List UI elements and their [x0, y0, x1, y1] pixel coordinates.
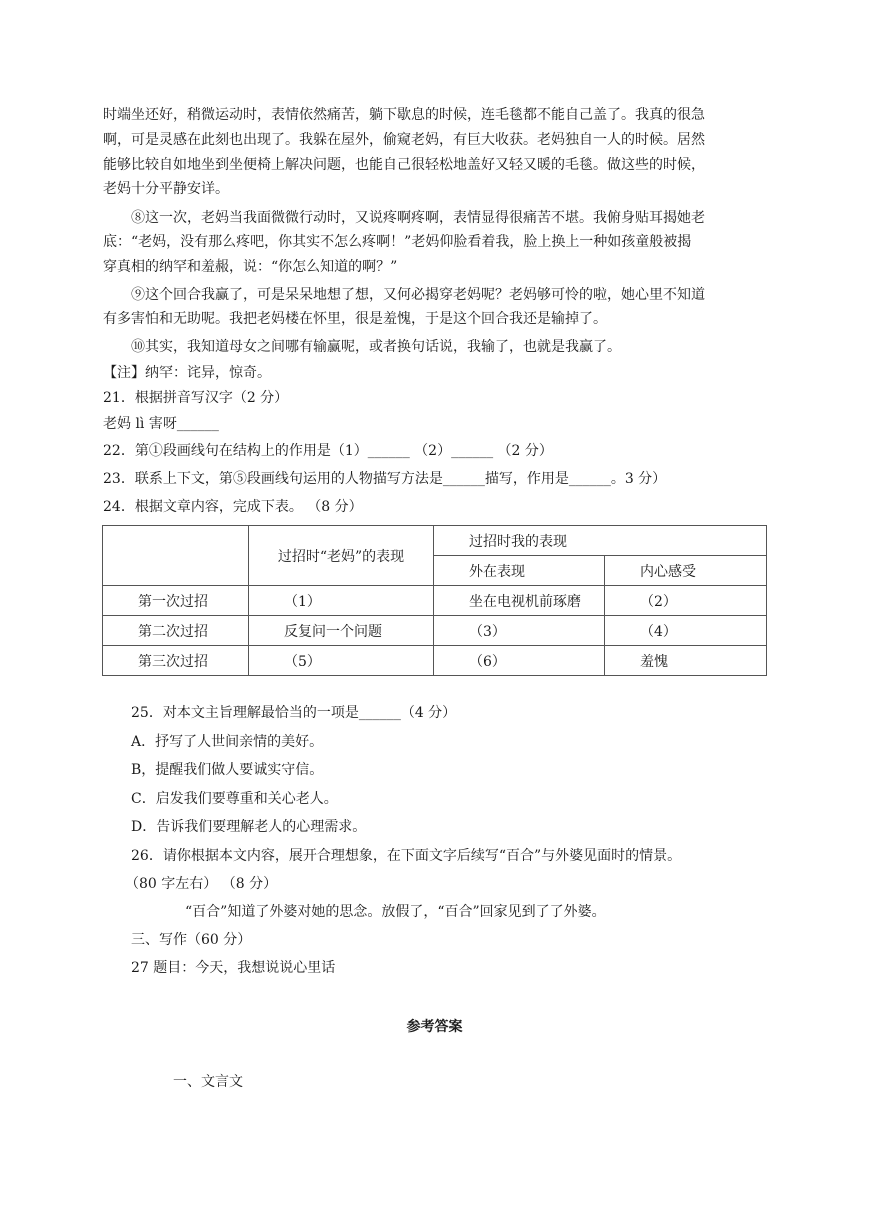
cell-mother: （1）: [249, 586, 434, 616]
cell-inner: 羞愧: [605, 646, 767, 676]
text-line: ⑨这个回合我赢了，可是呆呆地想了想，又何必揭穿老妈呢？老妈够可怜的啦，她心里不知道: [131, 287, 705, 303]
question-22: 22．第①段画线句在结构上的作用是（1）______ （2）______ （2 分）: [103, 443, 553, 459]
text-line: 底：“老妈，没有那么疼吧，你其实不怎么疼啊！”老妈仰脸看着我，脸上换上一种如孩童般被揭: [103, 234, 692, 250]
text-line: 时端坐还好，稍微运动时，表情依然痛苦，躺下歇息的时候，连毛毯都不能自己盖了。我真的很急: [103, 107, 705, 123]
row-label: 第一次过招: [103, 586, 249, 616]
question-25: 25．对本文主旨理解最恰当的一项是______（4 分）: [131, 705, 457, 721]
text-line: 能够比较自如地坐到坐便椅上解决问题，也能自己很轻松地盖好又轻又暖的毛毯。做这些的时候，: [103, 157, 705, 173]
header-inner: 内心感受: [605, 556, 767, 586]
row-label: 第三次过招: [103, 646, 249, 676]
table-row: [103, 616, 767, 646]
text-line: 穿真相的纳罕和羞赧，说：“你怎么知道的啊？”: [103, 259, 398, 275]
question-27: 27 题目：今天，我想说说心里话: [131, 960, 336, 976]
cell-outer: （6）: [434, 646, 605, 676]
cell-outer: 坐在电视机前琢磨: [434, 586, 605, 616]
header-outer: 外在表现: [434, 556, 605, 586]
table-corner-cell: [103, 526, 249, 586]
option-b: B，提醒我们做人要诚实守信。: [131, 762, 324, 778]
question-21-item: 老妈 lì 害呀______: [103, 416, 219, 432]
question-26-note: （80 字左右） （8 分）: [125, 876, 278, 892]
cell-mother: 反复问一个问题: [249, 616, 434, 646]
text-line: ⑧这一次，老妈当我面微微行动时，又说疼啊疼啊，表情显得很痛苦不堪。我俯身贴耳揭她老: [131, 210, 705, 226]
text-line: 啊，可是灵感在此刻也出现了。我躲在屋外，偷窥老妈，有巨大收获。老妈独自一人的时候。居然: [103, 132, 705, 148]
section-one: 一、文言文: [173, 1074, 243, 1090]
cell-inner: （2）: [605, 586, 767, 616]
cell-outer: （3）: [434, 616, 605, 646]
answer-title: 参考答案: [406, 1019, 463, 1035]
cell-inner: （4）: [605, 616, 767, 646]
cell-mother: （5）: [249, 646, 434, 676]
table-row: [103, 586, 767, 616]
option-c: C．启发我们要尊重和关心老人。: [131, 791, 338, 807]
text-line: 有多害怕和无助呢。我把老妈楼在怀里，很是羞愧，于是这个回合我还是输掉了。: [103, 311, 607, 327]
question-24: 24．根据文章内容，完成下表。 （8 分）: [103, 499, 363, 515]
section-writing: 三、写作（60 分）: [131, 932, 252, 948]
question-23: 23．联系上下文，第⑤段画线句运用的人物描写方法是______描写，作用是______。3 分）: [103, 471, 667, 487]
continuation-prompt: “百合”知道了外婆对她的思念。放假了，“百合”回家见到了了外婆。: [185, 904, 606, 920]
question-21: 21．根据拼音写汉字（2 分）: [103, 390, 289, 406]
row-label: 第二次过招: [103, 616, 249, 646]
text-line: ⑩其实，我知道母女之间哪有输赢呢，或者换句话说，我输了，也就是我赢了。: [131, 339, 621, 355]
question-26: 26．请你根据本文内容，展开合理想象，在下面文字后续写“百合”与外婆见面时的情景。: [131, 848, 682, 864]
table-row: [103, 646, 767, 676]
header-me: 过招时我的表现: [434, 526, 767, 556]
header-mother: 过招时“老妈”的表现: [249, 526, 434, 586]
text-line: 老妈十分平静安详。: [103, 181, 229, 197]
note-line: 【注】纳罕：诧异，惊奇。: [103, 365, 271, 381]
answer-table: [102, 525, 767, 676]
option-a: A．抒写了人世间亲情的美好。: [131, 734, 324, 750]
option-d: D．告诉我们要理解老人的心理需求。: [131, 819, 367, 835]
